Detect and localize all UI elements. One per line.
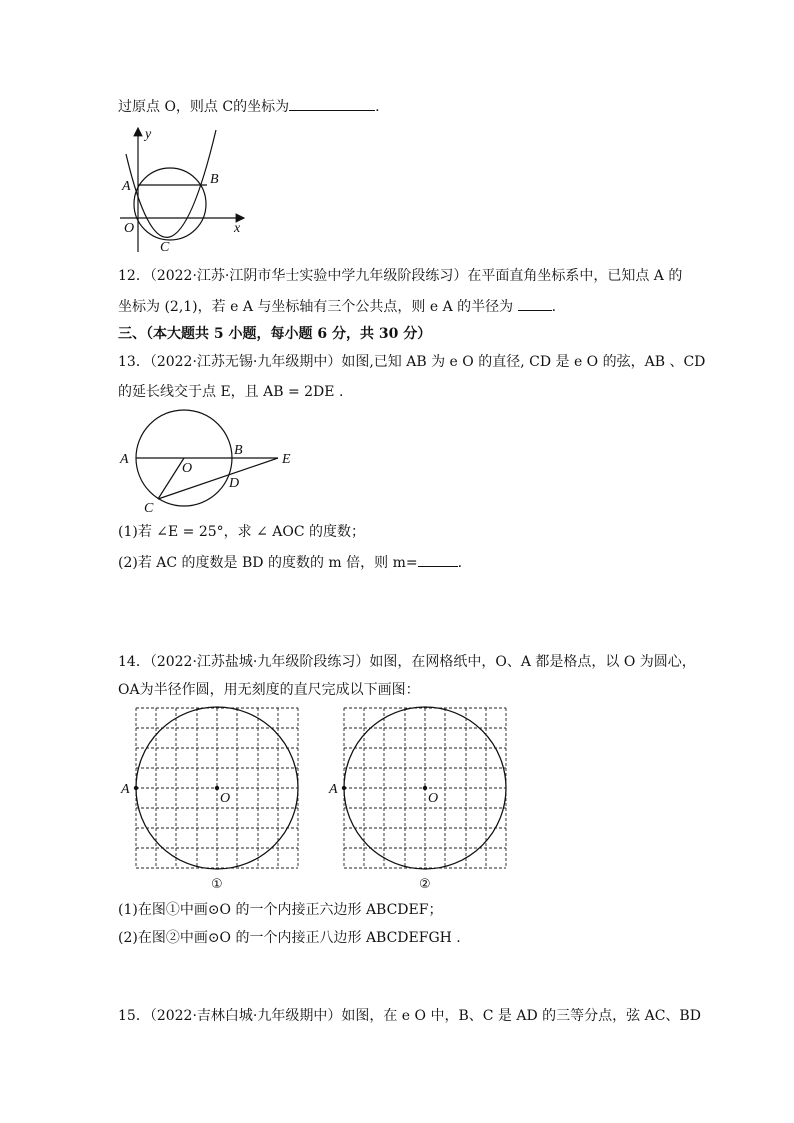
label-x: x bbox=[234, 221, 241, 236]
q13-part2-text: (2)若 AC 的度数是 BD 的度数的 m 倍，则 m= bbox=[118, 555, 418, 571]
figure-q11-parabola-circle bbox=[112, 122, 252, 256]
point-o bbox=[215, 786, 219, 790]
answer-blank bbox=[518, 296, 552, 311]
q12-line1: 12．（2022·江苏·江阴市华士实验中学九年级阶段练习）在平面直角坐标系中，已知点 A 的 bbox=[118, 268, 683, 284]
label-o: O bbox=[220, 791, 231, 806]
q15-line1: 15．（2022·吉林白城·九年级期中）如图，在 e O 中，B、C 是 AD 的三等分点，弦 AC、BD bbox=[118, 1008, 701, 1024]
parabola bbox=[126, 130, 216, 237]
label-o: O bbox=[428, 791, 439, 806]
label-d: D bbox=[229, 476, 240, 491]
q11-tail-text: 过原点 O，则点 C的坐标为 bbox=[118, 99, 290, 115]
label-c: C bbox=[160, 240, 170, 255]
q12-line2-end: . bbox=[551, 299, 557, 315]
label-c: C bbox=[144, 501, 154, 516]
q11-tail-line bbox=[118, 96, 380, 117]
line-oc bbox=[158, 458, 184, 499]
section-heading: 三、（本大题共 5 小题，每小题 6 分，共 30 分） bbox=[118, 326, 432, 342]
q11-tail-end: . bbox=[375, 99, 380, 115]
label-b: B bbox=[234, 443, 243, 458]
answer-blank bbox=[289, 96, 375, 111]
circle bbox=[134, 168, 206, 240]
caption-1: ① bbox=[211, 877, 223, 892]
q12-line2-text: 坐标为 (2,1)，若 e A 与坐标轴有三个公共点，则 e A 的半径为 bbox=[118, 299, 514, 315]
q13-part2 bbox=[118, 552, 462, 573]
label-a: A bbox=[329, 782, 338, 797]
caption-2: ② bbox=[419, 877, 431, 892]
label-a: A bbox=[121, 782, 130, 797]
label-a: A bbox=[122, 179, 131, 194]
label-o: O bbox=[124, 221, 135, 236]
q14-part1: (1)在图①中画⊙O 的一个内接正六边形 ABCDEF； bbox=[118, 902, 443, 918]
label-o: O bbox=[182, 461, 193, 476]
q12-line2 bbox=[118, 296, 556, 317]
point-a bbox=[342, 786, 346, 790]
answer-blank bbox=[418, 552, 458, 567]
point-o bbox=[423, 786, 427, 790]
q13-line1: 13．（2022·江苏无锡·九年级期中）如图,已知 AB 为 e O 的直径, CD 是 e O 的弦，AB 、CD bbox=[118, 354, 706, 370]
figure-q13-circle-secant bbox=[116, 408, 302, 520]
q14-line1: 14．（2022·江苏盐城·九年级阶段练习）如图，在网格纸中，O、A 都是格点，以 O 为圆心， bbox=[118, 654, 696, 670]
figure-q14-grid-2 bbox=[326, 706, 512, 894]
label-a: A bbox=[120, 452, 129, 467]
q14-line2: OA为半径作圆，用无刻度的直尺完成以下画图： bbox=[118, 682, 420, 698]
q13-part1: (1)若 ∠E = 25°，求 ∠ AOC 的度数； bbox=[118, 524, 366, 540]
q14-part2: (2)在图②中画⊙O 的一个内接正八边形 ABCDEFGH . bbox=[118, 930, 461, 946]
point-a bbox=[134, 786, 138, 790]
label-y: y bbox=[145, 127, 152, 142]
label-b: B bbox=[210, 172, 219, 187]
q13-line2: 的延长线交于点 E，且 AB = 2DE . bbox=[118, 384, 344, 400]
q13-part2-end: . bbox=[457, 555, 463, 571]
line-ce bbox=[158, 458, 278, 499]
label-e: E bbox=[282, 452, 291, 467]
figure-q14-grid-1 bbox=[118, 706, 304, 894]
